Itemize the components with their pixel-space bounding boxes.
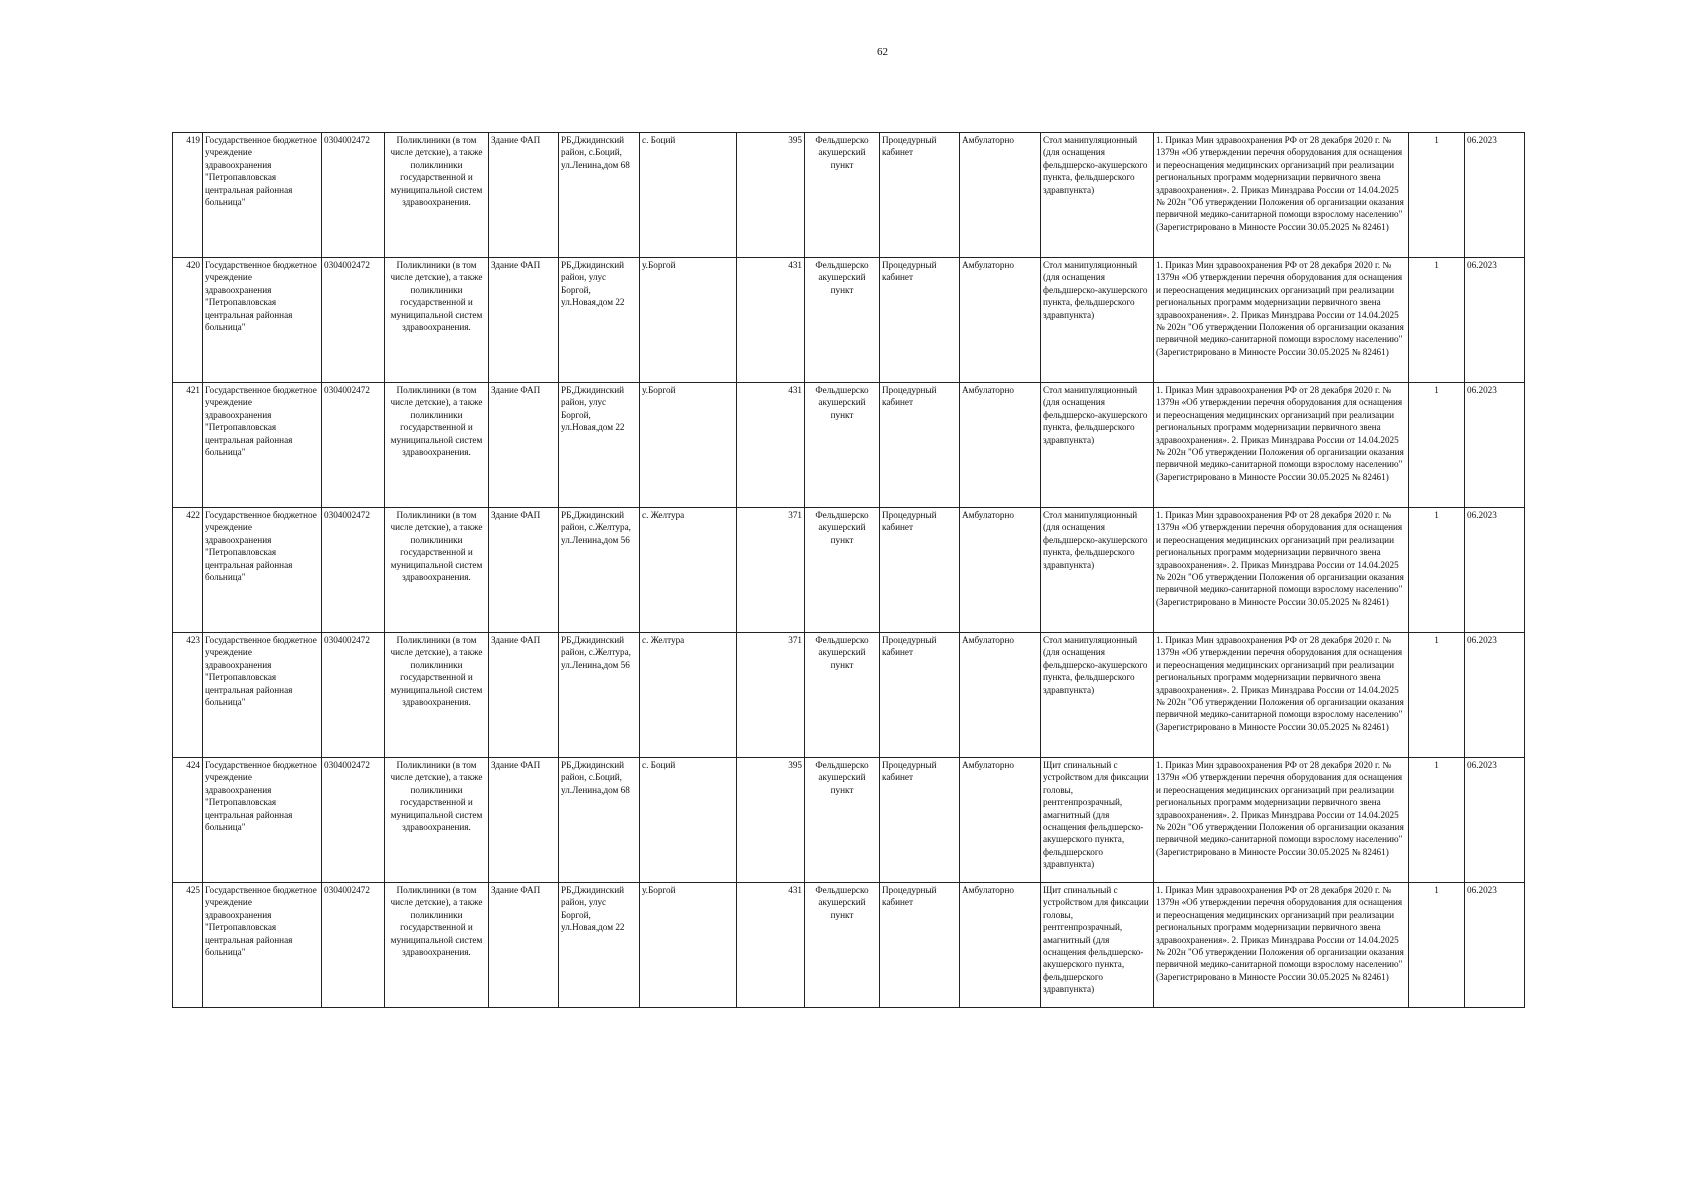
quantity-cell: 1 <box>1409 758 1465 883</box>
room-cell: Процедурный кабинет <box>880 258 960 383</box>
basis-cell: 1. Приказ Мин здравоохранения РФ от 28 декабря 2020 г. № 1379н «Об утверждении перечня оборудования для оснащения и переоснащения медицинских организаций при реализации региональных программ модернизации первичного звена здравоохранения». 2. Приказ Минздрава России от 14.04.2025 № 202н "Об утверждении Положения об организации оказания первичной медико-санитарной помощи взрослому населению" (Зарегистрировано в Минюсте России 30.05.2025 № 82461) <box>1154 758 1409 883</box>
row-number: 421 <box>173 383 203 508</box>
unit-type-cell: Фельдшерско акушерский пункт <box>805 883 880 1008</box>
population-cell: 431 <box>737 883 805 1008</box>
room-cell: Процедурный кабинет <box>880 508 960 633</box>
address-cell: РБ,Джидинский район, с.Боций, ул.Ленина,дом 68 <box>559 133 640 258</box>
institution-cell: Государственное бюджетное учреждение здравоохранения "Петропавловская центральная районная больница" <box>203 508 322 633</box>
row-number: 420 <box>173 258 203 383</box>
room-cell: Процедурный кабинет <box>880 383 960 508</box>
room-cell: Процедурный кабинет <box>880 633 960 758</box>
table-row <box>173 258 1525 383</box>
basis-cell: 1. Приказ Мин здравоохранения РФ от 28 декабря 2020 г. № 1379н «Об утверждении перечня оборудования для оснащения и переоснащения медицинских организаций при реализации региональных программ модернизации первичного звена здравоохранения». 2. Приказ Минздрава России от 14.04.2025 № 202н "Об утверждении Положения об организации оказания первичной медико-санитарной помощи взрослому населению" (Зарегистрировано в Минюсте России 30.05.2025 № 82461) <box>1154 258 1409 383</box>
care-type-cell: Амбулаторно <box>960 258 1041 383</box>
unit-type-cell: Фельдшерско акушерский пункт <box>805 508 880 633</box>
category-cell: Поликлиники (в том числе детские), а также поликлиники государственной и муниципальной систем здравоохранения. <box>385 758 489 883</box>
unit-type-cell: Фельдшерско акушерский пункт <box>805 383 880 508</box>
row-number: 423 <box>173 633 203 758</box>
population-cell: 431 <box>737 258 805 383</box>
care-type-cell: Амбулаторно <box>960 758 1041 883</box>
population-cell: 371 <box>737 508 805 633</box>
equipment-cell: Стол манипуляционный (для оснащения фельдшерско-акушерского пункта, фельдшерского здравпункта) <box>1041 258 1154 383</box>
equipment-table <box>172 132 1525 1008</box>
institution-cell: Государственное бюджетное учреждение здравоохранения "Петропавловская центральная районная больница" <box>203 258 322 383</box>
row-number: 422 <box>173 508 203 633</box>
room-cell: Процедурный кабинет <box>880 758 960 883</box>
code-cell: 0304002472 <box>322 258 385 383</box>
page-number: 62 <box>877 46 888 58</box>
row-number: 419 <box>173 133 203 258</box>
settlement-cell: с. Боций <box>640 758 737 883</box>
unit-type-cell: Фельдшерско акушерский пункт <box>805 133 880 258</box>
institution-cell: Государственное бюджетное учреждение здравоохранения "Петропавловская центральная районная больница" <box>203 133 322 258</box>
code-cell: 0304002472 <box>322 508 385 633</box>
category-cell: Поликлиники (в том числе детские), а также поликлиники государственной и муниципальной систем здравоохранения. <box>385 383 489 508</box>
institution-cell: Государственное бюджетное учреждение здравоохранения "Петропавловская центральная районная больница" <box>203 633 322 758</box>
quantity-cell: 1 <box>1409 883 1465 1008</box>
address-cell: РБ,Джидинский район, улус Боргой, ул.Новая,дом 22 <box>559 883 640 1008</box>
quantity-cell: 1 <box>1409 258 1465 383</box>
settlement-cell: у.Боргой <box>640 258 737 383</box>
room-cell: Процедурный кабинет <box>880 133 960 258</box>
institution-cell: Государственное бюджетное учреждение здравоохранения "Петропавловская центральная районная больница" <box>203 883 322 1008</box>
settlement-cell: с. Боций <box>640 133 737 258</box>
address-cell: РБ,Джидинский район, улус Боргой, ул.Новая,дом 22 <box>559 258 640 383</box>
institution-cell: Государственное бюджетное учреждение здравоохранения "Петропавловская центральная районная больница" <box>203 383 322 508</box>
category-cell: Поликлиники (в том числе детские), а также поликлиники государственной и муниципальной систем здравоохранения. <box>385 508 489 633</box>
basis-cell: 1. Приказ Мин здравоохранения РФ от 28 декабря 2020 г. № 1379н «Об утверждении перечня оборудования для оснащения и переоснащения медицинских организаций при реализации региональных программ модернизации первичного звена здравоохранения». 2. Приказ Минздрава России от 14.04.2025 № 202н "Об утверждении Положения об организации оказания первичной медико-санитарной помощи взрослому населению" (Зарегистрировано в Минюсте России 30.05.2025 № 82461) <box>1154 133 1409 258</box>
date-cell: 06.2023 <box>1465 883 1525 1008</box>
population-cell: 395 <box>737 133 805 258</box>
table-body <box>173 133 1525 1008</box>
building-cell: Здание ФАП <box>489 133 559 258</box>
equipment-cell: Щит спинальный с устройством для фиксации головы, рентгенпрозрачный, амагнитный (для оснащения фельдшерско-акушерского пункта, фельдшерского здравпункта) <box>1041 883 1154 1008</box>
unit-type-cell: Фельдшерско акушерский пункт <box>805 258 880 383</box>
code-cell: 0304002472 <box>322 633 385 758</box>
institution-cell: Государственное бюджетное учреждение здравоохранения "Петропавловская центральная районная больница" <box>203 758 322 883</box>
settlement-cell: у.Боргой <box>640 383 737 508</box>
care-type-cell: Амбулаторно <box>960 633 1041 758</box>
building-cell: Здание ФАП <box>489 633 559 758</box>
address-cell: РБ,Джидинский район, с.Желтура, ул.Ленина,дом 56 <box>559 633 640 758</box>
building-cell: Здание ФАП <box>489 258 559 383</box>
equipment-cell: Стол манипуляционный (для оснащения фельдшерско-акушерского пункта, фельдшерского здравпункта) <box>1041 133 1154 258</box>
population-cell: 395 <box>737 758 805 883</box>
care-type-cell: Амбулаторно <box>960 383 1041 508</box>
category-cell: Поликлиники (в том числе детские), а также поликлиники государственной и муниципальной систем здравоохранения. <box>385 883 489 1008</box>
population-cell: 431 <box>737 383 805 508</box>
row-number: 425 <box>173 883 203 1008</box>
address-cell: РБ,Джидинский район, с.Желтура, ул.Ленина,дом 56 <box>559 508 640 633</box>
code-cell: 0304002472 <box>322 883 385 1008</box>
quantity-cell: 1 <box>1409 508 1465 633</box>
equipment-cell: Стол манипуляционный (для оснащения фельдшерско-акушерского пункта, фельдшерского здравпункта) <box>1041 633 1154 758</box>
date-cell: 06.2023 <box>1465 758 1525 883</box>
quantity-cell: 1 <box>1409 133 1465 258</box>
room-cell: Процедурный кабинет <box>880 883 960 1008</box>
building-cell: Здание ФАП <box>489 508 559 633</box>
code-cell: 0304002472 <box>322 133 385 258</box>
basis-cell: 1. Приказ Мин здравоохранения РФ от 28 декабря 2020 г. № 1379н «Об утверждении перечня оборудования для оснащения и переоснащения медицинских организаций при реализации региональных программ модернизации первичного звена здравоохранения». 2. Приказ Минздрава России от 14.04.2025 № 202н "Об утверждении Положения об организации оказания первичной медико-санитарной помощи взрослому населению" (Зарегистрировано в Минюсте России 30.05.2025 № 82461) <box>1154 383 1409 508</box>
date-cell: 06.2023 <box>1465 258 1525 383</box>
building-cell: Здание ФАП <box>489 383 559 508</box>
code-cell: 0304002472 <box>322 383 385 508</box>
equipment-cell: Щит спинальный с устройством для фиксации головы, рентгенпрозрачный, амагнитный (для оснащения фельдшерско-акушерского пункта, фельдшерского здравпункта) <box>1041 758 1154 883</box>
category-cell: Поликлиники (в том числе детские), а также поликлиники государственной и муниципальной систем здравоохранения. <box>385 258 489 383</box>
date-cell: 06.2023 <box>1465 133 1525 258</box>
date-cell: 06.2023 <box>1465 508 1525 633</box>
settlement-cell: с. Желтура <box>640 508 737 633</box>
address-cell: РБ,Джидинский район, с.Боций, ул.Ленина,дом 68 <box>559 758 640 883</box>
settlement-cell: у.Боргой <box>640 883 737 1008</box>
unit-type-cell: Фельдшерско акушерский пункт <box>805 633 880 758</box>
table-row <box>173 633 1525 758</box>
table-row <box>173 508 1525 633</box>
care-type-cell: Амбулаторно <box>960 883 1041 1008</box>
table-row <box>173 883 1525 1008</box>
basis-cell: 1. Приказ Мин здравоохранения РФ от 28 декабря 2020 г. № 1379н «Об утверждении перечня оборудования для оснащения и переоснащения медицинских организаций при реализации региональных программ модернизации первичного звена здравоохранения». 2. Приказ Минздрава России от 14.04.2025 № 202н "Об утверждении Положения об организации оказания первичной медико-санитарной помощи взрослому населению" (Зарегистрировано в Минюсте России 30.05.2025 № 82461) <box>1154 508 1409 633</box>
building-cell: Здание ФАП <box>489 758 559 883</box>
address-cell: РБ,Джидинский район, улус Боргой, ул.Новая,дом 22 <box>559 383 640 508</box>
equipment-cell: Стол манипуляционный (для оснащения фельдшерско-акушерского пункта, фельдшерского здравпункта) <box>1041 383 1154 508</box>
category-cell: Поликлиники (в том числе детские), а также поликлиники государственной и муниципальной систем здравоохранения. <box>385 633 489 758</box>
table-row <box>173 133 1525 258</box>
care-type-cell: Амбулаторно <box>960 508 1041 633</box>
table-row <box>173 383 1525 508</box>
code-cell: 0304002472 <box>322 758 385 883</box>
population-cell: 371 <box>737 633 805 758</box>
date-cell: 06.2023 <box>1465 383 1525 508</box>
equipment-cell: Стол манипуляционный (для оснащения фельдшерско-акушерского пункта, фельдшерского здравпункта) <box>1041 508 1154 633</box>
table-row <box>173 758 1525 883</box>
building-cell: Здание ФАП <box>489 883 559 1008</box>
quantity-cell: 1 <box>1409 633 1465 758</box>
unit-type-cell: Фельдшерско акушерский пункт <box>805 758 880 883</box>
basis-cell: 1. Приказ Мин здравоохранения РФ от 28 декабря 2020 г. № 1379н «Об утверждении перечня оборудования для оснащения и переоснащения медицинских организаций при реализации региональных программ модернизации первичного звена здравоохранения». 2. Приказ Минздрава России от 14.04.2025 № 202н "Об утверждении Положения об организации оказания первичной медико-санитарной помощи взрослому населению" (Зарегистрировано в Минюсте России 30.05.2025 № 82461) <box>1154 633 1409 758</box>
category-cell: Поликлиники (в том числе детские), а также поликлиники государственной и муниципальной систем здравоохранения. <box>385 133 489 258</box>
settlement-cell: с. Желтура <box>640 633 737 758</box>
row-number: 424 <box>173 758 203 883</box>
date-cell: 06.2023 <box>1465 633 1525 758</box>
care-type-cell: Амбулаторно <box>960 133 1041 258</box>
quantity-cell: 1 <box>1409 383 1465 508</box>
basis-cell: 1. Приказ Мин здравоохранения РФ от 28 декабря 2020 г. № 1379н «Об утверждении перечня оборудования для оснащения и переоснащения медицинских организаций при реализации региональных программ модернизации первичного звена здравоохранения». 2. Приказ Минздрава России от 14.04.2025 № 202н "Об утверждении Положения об организации оказания первичной медико-санитарной помощи взрослому населению" (Зарегистрировано в Минюсте России 30.05.2025 № 82461) <box>1154 883 1409 1008</box>
